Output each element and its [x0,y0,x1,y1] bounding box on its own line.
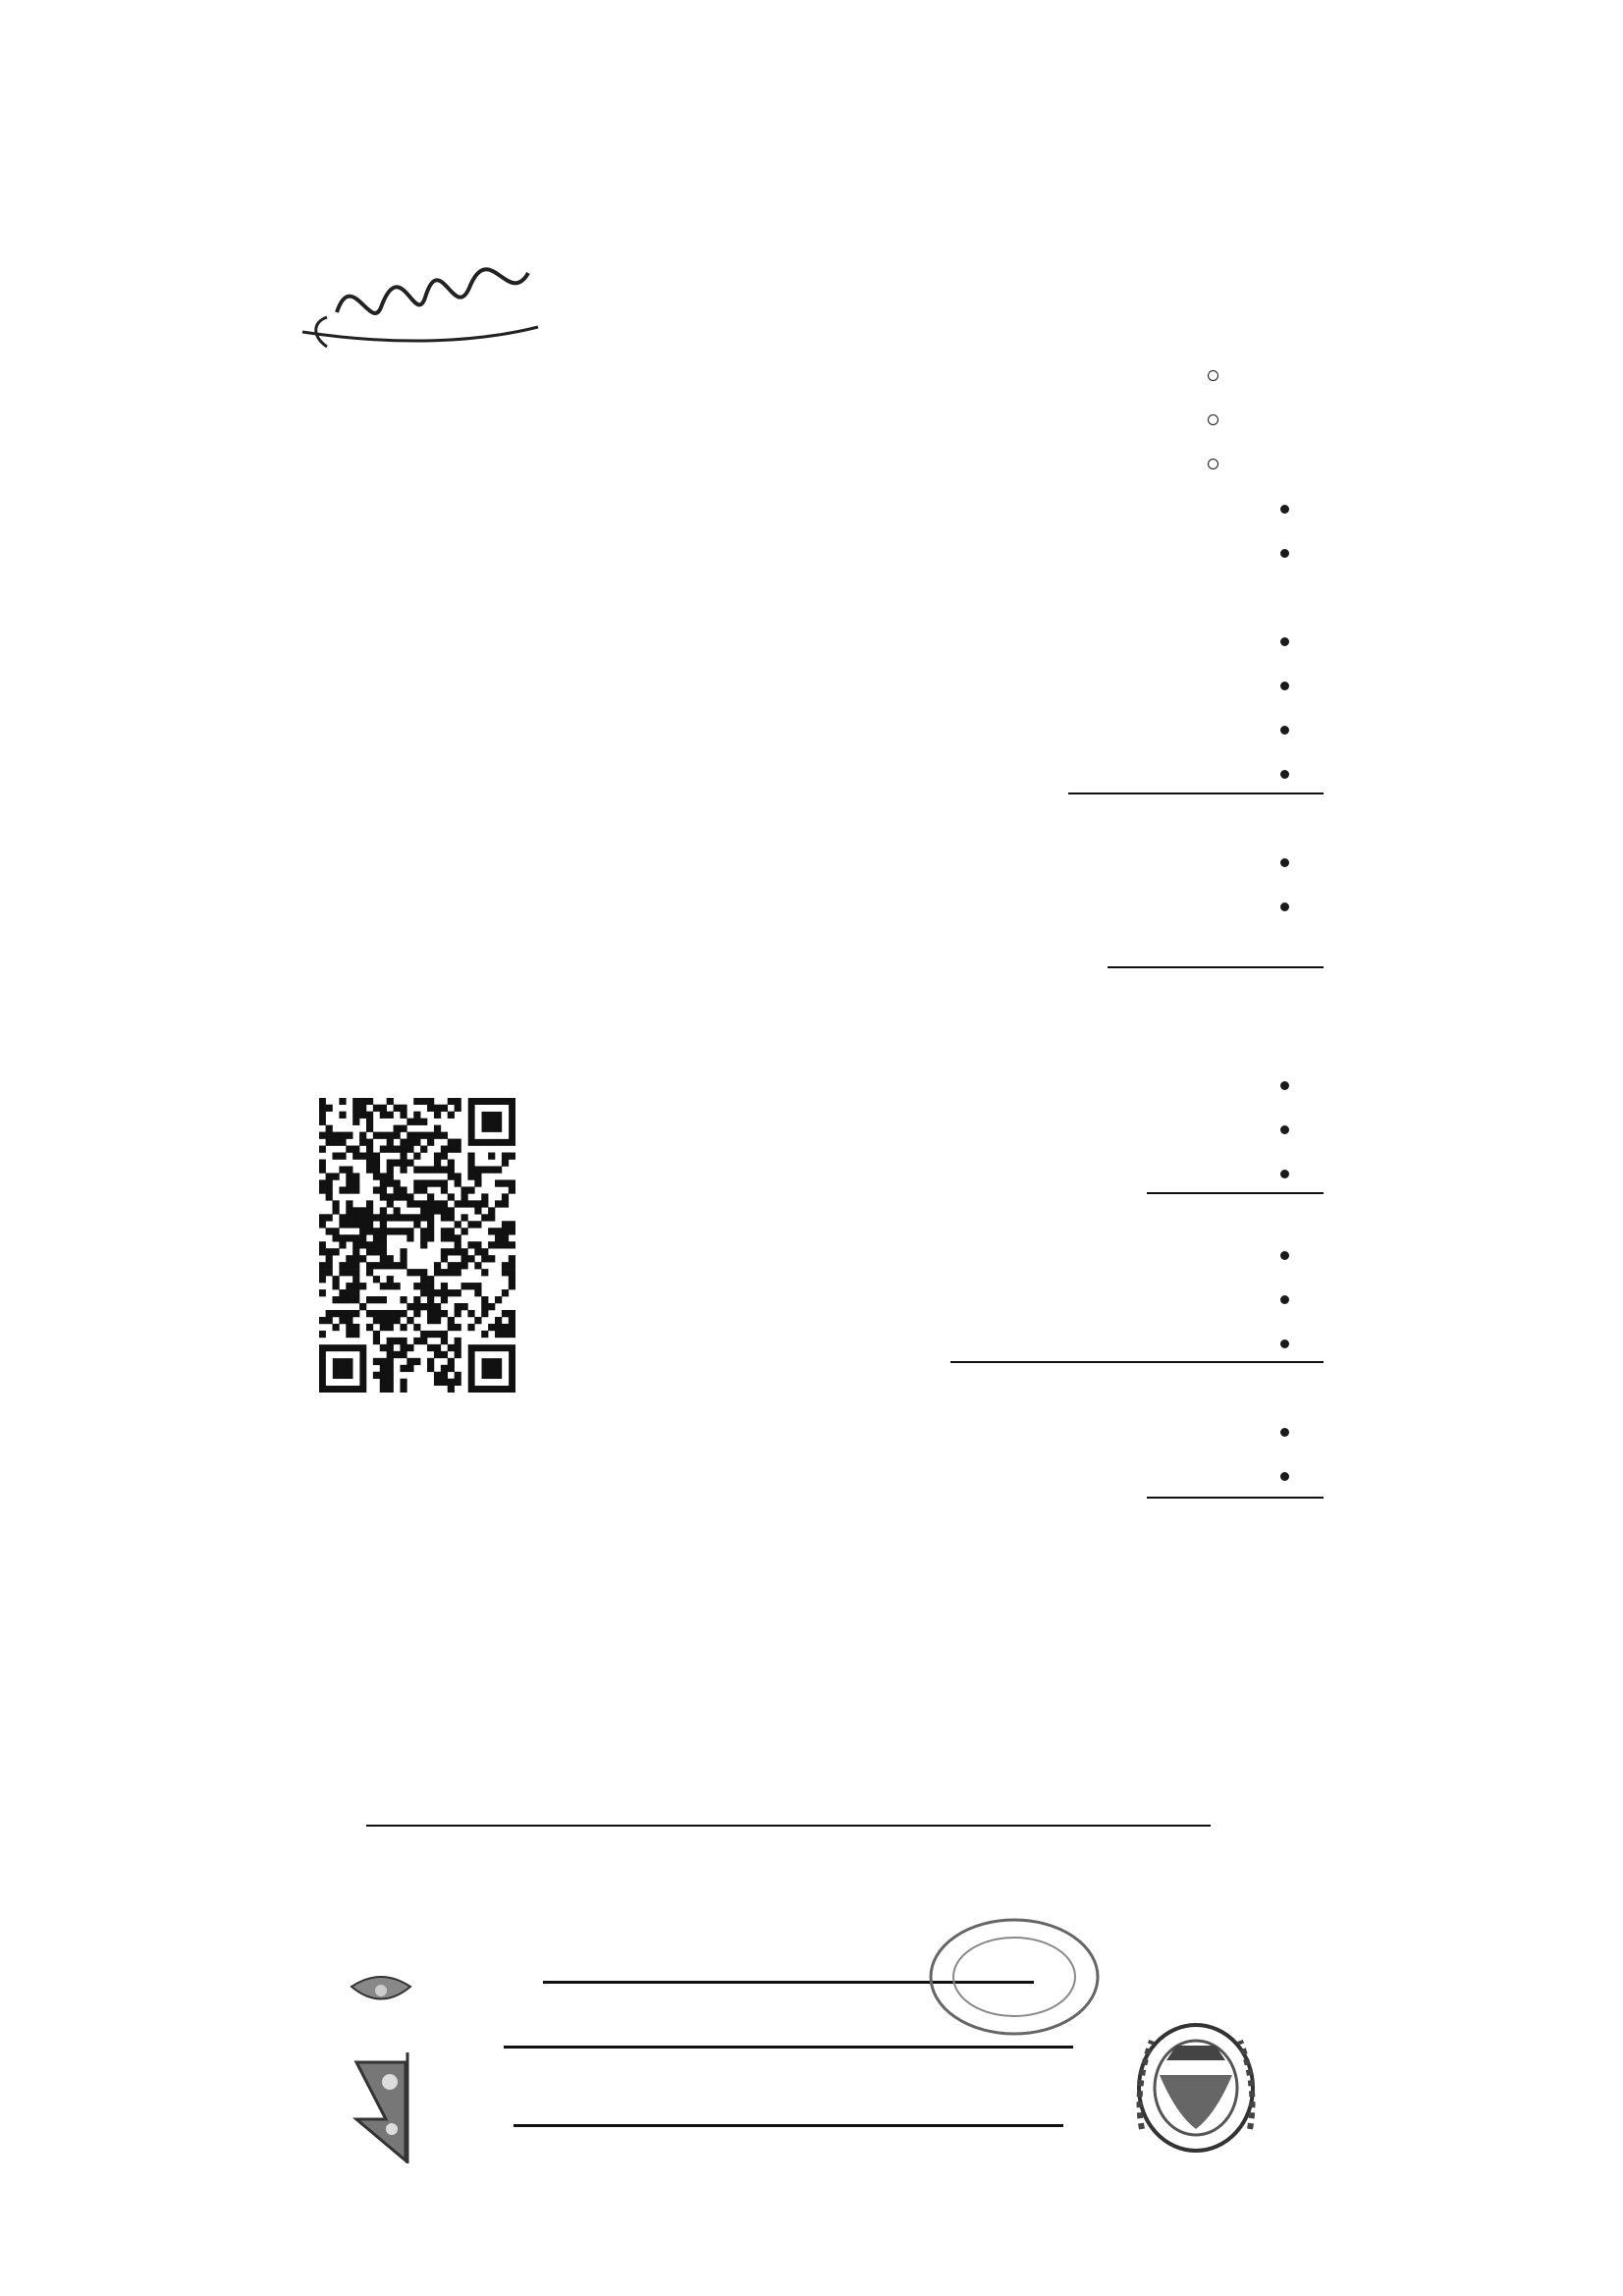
contact-item [406,450,1191,479]
sub-bullet-icon [1208,370,1218,381]
bullet-icon [1280,726,1289,735]
government-seal-icon [1122,2011,1270,2168]
bullet-icon [1280,505,1289,514]
eligibility-item [594,1026,1262,1056]
training-info-item [280,582,1262,612]
intro-line [263,1748,1333,1777]
intro-line [263,1709,1333,1738]
reference-number [1068,1897,1324,1931]
intro-line [263,1591,1333,1620]
training-info-item [280,627,1262,656]
eligibility-heading [1147,1192,1324,1226]
bullet-icon [1280,1295,1289,1304]
training-info-item [280,671,1262,700]
form-location-heading [950,1361,1324,1394]
nepal-flag-icon [347,2050,415,2168]
bullet-icon [1280,1251,1289,1260]
training-info-item [280,494,1262,523]
intro-line [263,1669,1333,1699]
sub-bullet-icon [1208,414,1218,425]
bullet-icon [1280,1170,1289,1178]
application-details-item [515,1417,1262,1447]
bullet-icon [1280,549,1289,558]
form-location-item [584,1285,1262,1314]
emblem-icon [347,1967,415,2016]
bullet-icon [1280,1428,1289,1437]
training-info-item [280,715,1262,744]
eligibility-item [594,1159,1262,1188]
application-details-item [515,1461,1262,1491]
documents-heading [1108,966,1324,1000]
form-location-item [584,1329,1262,1358]
eligibility-item [594,1070,1262,1100]
training-info-item [280,538,1262,568]
intro-line [263,1630,1333,1660]
signature-image [293,219,548,366]
application-details-heading [1147,1497,1324,1530]
documents-item [790,847,1262,877]
qr-caption [280,1000,515,1029]
bullet-icon [1280,637,1289,646]
signature-name [312,249,499,283]
notice-title [366,1825,1211,1866]
publication-date [563,1785,1014,1817]
municipality-name [514,2124,1063,2178]
eligibility-item [594,1115,1262,1144]
office-address [631,1917,955,1962]
documents-item [908,892,1262,921]
qr-caption [280,1035,515,1065]
bullet-icon [1280,1125,1289,1134]
bullet-icon [1280,1472,1289,1481]
bullet-icon [1280,770,1289,779]
bullet-icon [1280,682,1289,690]
training-info-item [280,759,1262,789]
signature-title [352,205,499,239]
bullet-icon [1280,1081,1289,1090]
bullet-icon [1280,858,1289,867]
bullet-icon [1280,902,1289,911]
office-name [504,2046,1073,2100]
training-info-heading [1068,793,1324,826]
qr-code[interactable] [319,1098,515,1393]
intro-line [263,1552,1333,1581]
dispatch-number [1206,1860,1324,1893]
contact-item [406,406,1191,435]
form-location-item [584,1240,1262,1270]
documents-intro [715,931,1324,960]
bullet-icon [1280,1339,1289,1348]
sub-bullet-icon [1208,459,1218,469]
